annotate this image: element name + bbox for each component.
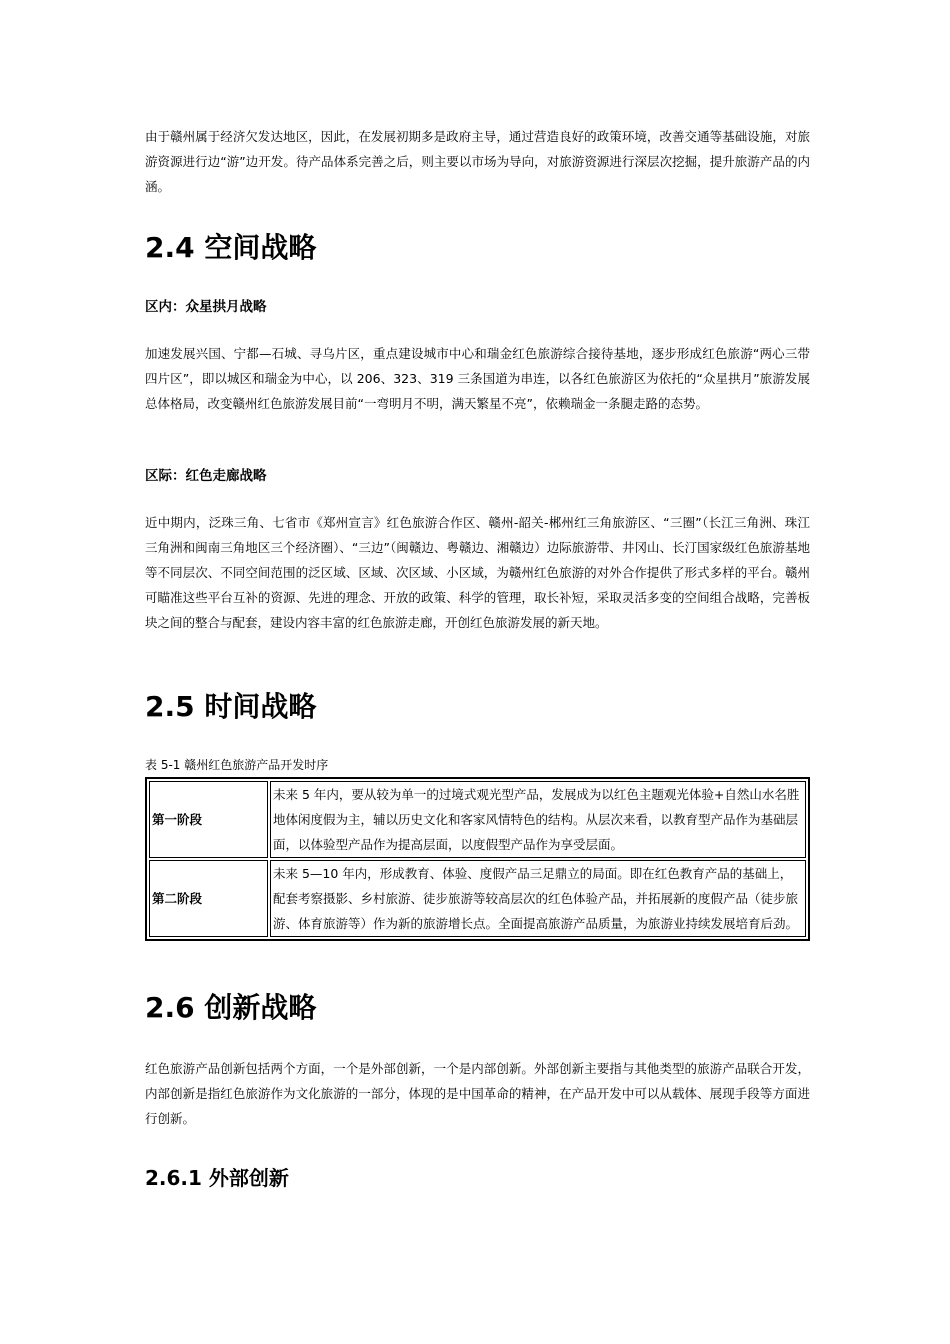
section-heading-2-4: 2.4 空间战略 — [145, 231, 317, 264]
table-row — [149, 781, 806, 858]
phase-table-wrapper — [145, 777, 810, 941]
section-heading-2-5: 2.5 时间战略 — [145, 690, 317, 723]
subheading-2-6-1: 2.6.1 外部创新 — [145, 1166, 289, 1190]
paragraph-inner-strategy: 加速发展兴国、宁都—石城、寻乌片区，重点建设城市中心和瑞金红色旅游综合接待基地，逐步形成红色旅游“两心三带四片区”，即以城区和瑞金为中心，以 206、323、319 三条国道为串连，以各红色旅游区为依托的“众星拱月”旅游发展总体格局，改变赣州红色旅游发展目前“一弯明月不明，满天繁星不亮”，依赖瑞金一条腿走路的态势。 — [145, 346, 810, 411]
table-row — [149, 860, 806, 937]
phase-description: 未来 5 年内，要从较为单一的过境式观光型产品，发展成为以红色主题观光体验+自然山水名胜地体闲度假为主，辅以历史文化和客家风情特色的结构。从层次来看，以教育型产品作为基础层面，以体验型产品作为提高层面，以度假型产品作为享受层面。 — [270, 781, 806, 858]
section-heading-2-6: 2.6 创新战略 — [145, 991, 317, 1024]
paragraph-innovation: 红色旅游产品创新包括两个方面，一个是外部创新，一个是内部创新。外部创新主要指与其他类型的旅游产品联合开发，内部创新是指红色旅游作为文化旅游的一部分，体现的是中国革命的精神，在产品开发中可以从载体、展现手段等方面进行创新。 — [145, 1061, 810, 1126]
subheading-corridor-strategy: 区际：红色走廊战略 — [145, 468, 267, 484]
intro-paragraph: 由于赣州属于经济欠发达地区，因此，在发展初期多是政府主导，通过营造良好的政策环境，改善交通等基础设施，对旅游资源进行边“游”边开发。待产品体系完善之后，则主要以市场为导向，对旅游资源进行深层次挖掘，提升旅游产品的内涵。 — [145, 129, 810, 194]
phase-label: 第二阶段 — [149, 860, 268, 937]
phase-table — [145, 777, 810, 941]
phase-description: 未来 5—10 年内，形成教育、体验、度假产品三足鼎立的局面。即在红色教育产品的基础上，配套考察摄影、乡村旅游、徒步旅游等较高层次的红色体验产品，并拓展新的度假产品（徒步旅游、体育旅游等）作为新的旅游增长点。全面提高旅游产品质量，为旅游业持续发展培育后劲。 — [270, 860, 806, 937]
paragraph-corridor-strategy: 近中期内，泛珠三角、七省市《郑州宣言》红色旅游合作区、赣州-韶关-郴州红三角旅游区、“三圈”（长江三角洲、珠江三角洲和闽南三角地区三个经济圈）、“三边”（闽赣边、粤赣边、湘赣边）边际旅游带、井冈山、长汀国家级红色旅游基地等不同层次、不同空间范围的泛区域、区域、次区域、小区域，为赣州红色旅游的对外合作提供了形式多样的平台。赣州可瞄准这些平台互补的资源、先进的理念、开放的政策、科学的管理，取长补短，采取灵活多变的空间组合战略，完善板块之间的整合与配套，建设内容丰富的红色旅游走廊，开创红色旅游发展的新天地。 — [145, 515, 810, 630]
phase-label: 第一阶段 — [149, 781, 268, 858]
table-caption: 表 5-1 赣州红色旅游产品开发时序 — [145, 758, 329, 772]
subheading-inner-strategy: 区内：众星拱月战略 — [145, 299, 267, 315]
